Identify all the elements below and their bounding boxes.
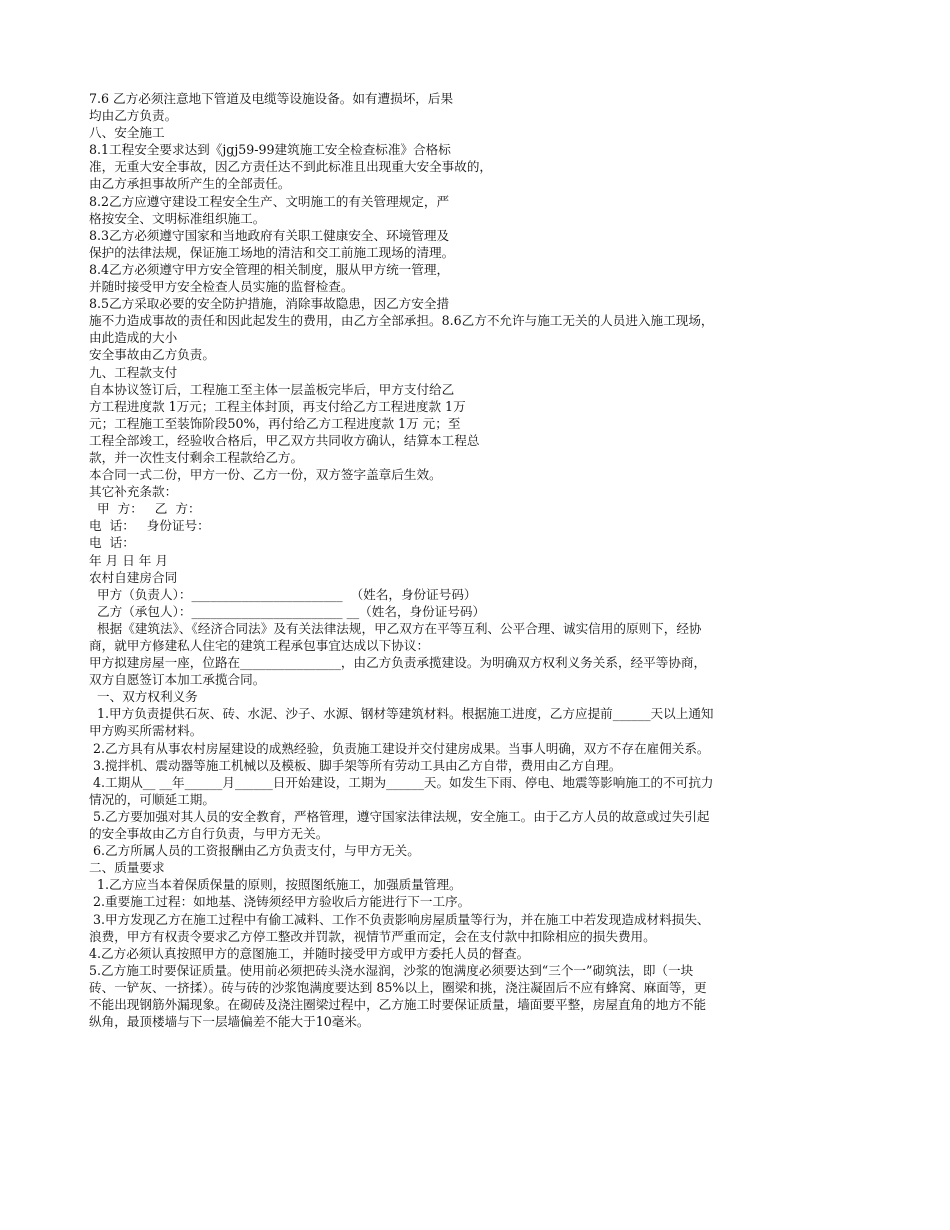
text-line: 安全事故由乙方负责。 [89, 347, 215, 363]
text-line: 1.乙方应当本着保质保量的原则，按照图纸施工，加强质量管理。 [89, 877, 462, 893]
text-line: 3.搅拌机、震动器等施工机械以及模板、脚手架等所有劳动工具由乙方自带，费用由乙方自理。 [89, 757, 622, 773]
text-line: 2.重要施工过程：如地基、浇铸须经甲方验收后方能进行下一工序。 [89, 894, 471, 910]
text-line: 的安全事故由乙方自行负责，与甲方无关。 [89, 826, 329, 842]
text-line: 纵角，最顶楼墙与下一层墙偏差不能大于10毫米。 [89, 1014, 370, 1030]
text-line: 5.乙方要加强对其人员的安全教育，严格管理，遵守国家法律法规，安全施工。由于乙方人员的故意或过失引起 [89, 808, 710, 824]
section-heading: 一、双方权利义务 [89, 689, 198, 705]
text-line: 由此造成的大小 [89, 330, 178, 346]
text-line: 款，并一次性支付剩余工程款给乙方。 [89, 449, 304, 465]
text-line: 均由乙方负责。 [89, 108, 178, 124]
text-line: 本合同一式二份，甲方一份、乙方一份，双方签字盖章后生效。 [89, 467, 442, 483]
text-line: 由乙方承担事故所产生的全部责任。 [89, 176, 291, 192]
text-line: 商，就甲方修建私人住宅的建筑工程承包事宜达成以下协议： [89, 638, 430, 653]
text-line: 甲方拟建房屋一座，位路在________________，由乙方负责承揽建设。为明确双方权利义务关系，经平等协商， [89, 655, 707, 671]
signature-line: 电 话： 身份证号： [89, 518, 210, 534]
text-line: 浪费，甲方有权责令要求乙方停工整改并罚款，视情节严重而定，会在支付款中扣除相应的损失费用。 [89, 928, 656, 944]
text-line: 6.乙方所属人员的工资报酬由乙方负责支付，与甲方无关。 [89, 843, 420, 859]
date-line: 年 月 日 年 月 [89, 552, 168, 568]
party-a-line: 甲方（负责人）：________________________ （姓名，身份证号码） [89, 586, 477, 602]
text-line: 8.3乙方必须遵守国家和当地政府有关职工健康安全、环境管理及 [89, 227, 450, 243]
text-line: 并随时接受甲方安全检查人员实施的监督检查。 [89, 279, 354, 295]
signature-line: 甲 方： 乙 方： [89, 501, 201, 517]
text-line: 3.甲方发现乙方在施工过程中有偷工减料、工作不负责影响房屋质量等行为，并在施工中若发现造成材料损失、 [89, 911, 710, 927]
text-line: 4.工期从__ __年______月______日开始建设，工期为______天。如发生下雨、停电、地震等影响施工的不可抗力 [89, 774, 714, 790]
text-line: 5.乙方施工时要保证质量。使用前必须把砖头浇水湿润，沙浆的饱满度必须要达到“三个一”砌筑法，即（一块 [89, 962, 694, 978]
section-heading: 九、工程款支付 [89, 364, 178, 380]
text-line: 甲方购买所需材料。 [89, 723, 203, 739]
text-line: 8.2乙方应遵守建设工程安全生产、文明施工的有关管理规定，严 [89, 193, 450, 209]
party-b-line: 乙方（承包人）：________________________ __（姓名，身份证号码） [89, 603, 486, 619]
text-line: 2.乙方具有从事农村房屋建设的成熟经验，负责施工建设并交付建房成果。当事人明确，双方不存在雇佣关系。 [89, 740, 710, 756]
text-line: 格按安全、文明标准组织施工。 [89, 210, 266, 226]
section-heading: 二、质量要求 [89, 860, 165, 876]
text-line: 双方自愿签订本加工承揽合同。 [89, 672, 266, 688]
text-line: 7.6 乙方必须注意地下管道及电缆等设施设备。如有遭损坏，后果 [89, 91, 454, 106]
text-line: 其它补充条款： [89, 484, 178, 500]
text-line: 元；工程施工至装饰阶段50%，再付给乙方工程进度款 1万 元；至 [89, 415, 461, 431]
text-line: 准，无重大安全事故，因乙方责任达不到此标准且出现重大安全事故的， [89, 159, 492, 175]
text-line: 自本协议签订后，工程施工至主体一层盖板完毕后，甲方支付给乙 [89, 381, 455, 397]
text-line: 施不力造成事故的责任和因此起发生的费用，由乙方全部承担。8.6乙方不允许与施工无关的人员进入施工现场， [89, 313, 714, 329]
text-line: 情况的，可顺延工期。 [89, 791, 215, 807]
text-line: 8.4乙方必须遵守甲方安全管理的相关制度，服从甲方统一管理， [89, 261, 450, 277]
text-line: 工程全部竣工，经验收合格后，甲乙双方共同收方确认，结算本工程总 [89, 432, 480, 448]
text-line: 砖、一铲灰、一挤揉）。砖与砖的沙浆饱满度要达到 85%以上，圈梁和挑，浇注凝固后不应有蜂窝、麻面等，更 [89, 979, 707, 995]
section-heading: 八、安全施工 [89, 125, 165, 141]
text-line: 8.5乙方采取必要的安全防护措施，消除事故隐患，因乙方安全措 [89, 296, 450, 312]
text-line: 根据《建筑法》、《经济合同法》及有关法律法规，甲乙双方在平等互利、公平合理、诚实信用的原则下，经协 [89, 620, 702, 636]
text-line: 方工程进度款 1万元；工程主体封顶，再支付给乙方工程进度款 1万 [89, 398, 466, 414]
text-line: 保护的法律法规，保证施工场地的清洁和交工前施工现场的清理。 [89, 244, 455, 260]
document-title: 农村自建房合同 [89, 569, 178, 585]
text-line: 不能出现钢筋外漏现象。在砌砖及浇注圈梁过程中，乙方施工时要保证质量，墙面要平整，房屋直角的地方不能 [89, 996, 707, 1012]
text-line: 4.乙方必须认真按照甲方的意图施工，并随时接受甲方或甲方委托人员的督查。 [89, 945, 530, 961]
text-line: 1.甲方负责提供石灰、砖、水泥、沙子、水源、钢材等建筑材料。根据施工进度，乙方应提前______天以上通知 [89, 706, 714, 722]
contract-document [89, 90, 864, 1030]
text-line: 8.1工程安全要求达到《jgj59-99建筑施工安全检查标准》合格标 [89, 142, 451, 158]
signature-line: 电 话： [89, 535, 135, 551]
